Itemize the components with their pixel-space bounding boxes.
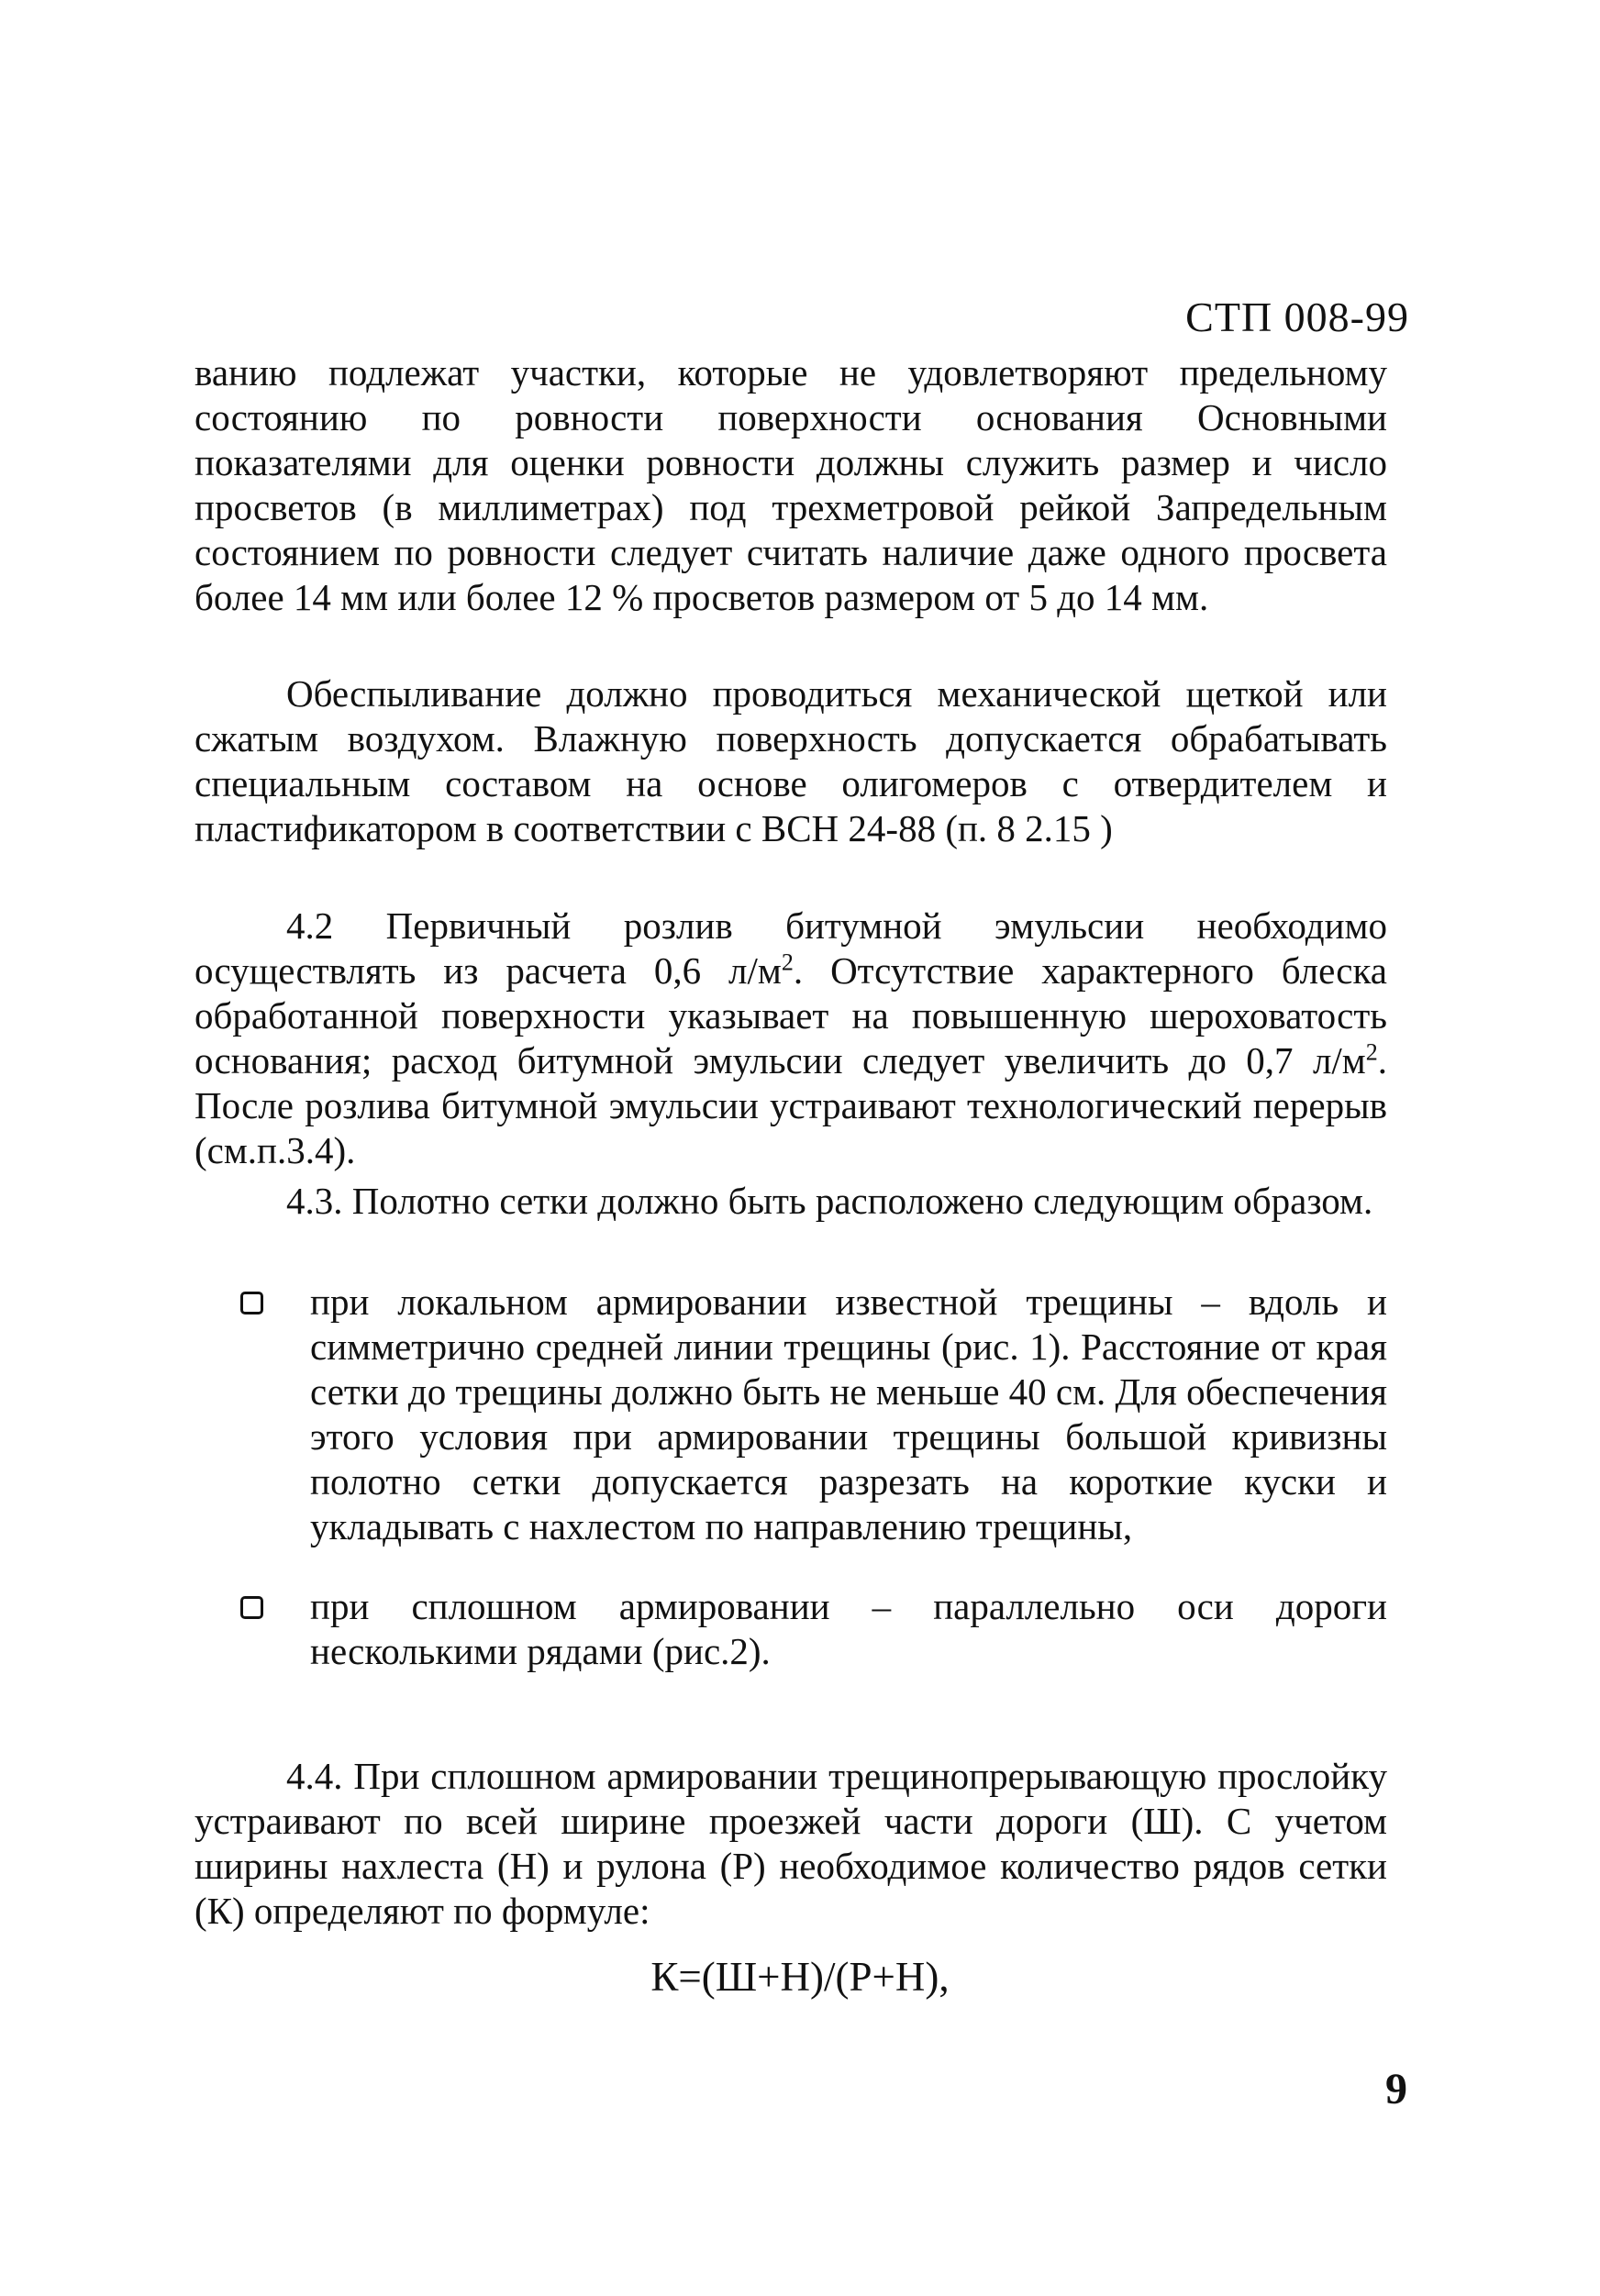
paragraph-evenness-criteria (194, 350, 1387, 620)
paragraph-4-2 (194, 904, 1387, 1173)
list-item (237, 1584, 1387, 1674)
bullet-list (237, 1280, 1387, 1709)
list-item-text: при локальном армировании известной трещины – вдоль и симметрично средней линии трещины (рис. 1). Расстояние от края сетки до трещины должно быть не меньше 40 см. Для обеспечения этого условия при армировании трещины большой кривизны полотно сетки допускается разрезать на короткие куски и укладывать с нахлестом по направлению трещины, (310, 1281, 1388, 1547)
superscript-squared: 2 (781, 948, 794, 976)
paragraph-4-2-part-1: 4.2 Первичный розлив битумной эмульсии необходимо осуществлять из расчета 0,6 л/м (194, 904, 1387, 992)
square-bullet-icon (240, 1596, 263, 1619)
page-number: 9 (1385, 2065, 1407, 2113)
paragraph-4-4 (194, 1754, 1387, 1934)
paragraph-text (194, 904, 1387, 1173)
paragraph-dedusting (194, 671, 1387, 851)
paragraph-text: 4.3. Полотно сетки должно быть расположено следующим образом. (286, 1180, 1373, 1222)
paragraph-4-2-part-2: . Отсутствие характерного блеска обработанной поверхности указывает на повышенную шероховатость основания; расход битумной эмульсии следует увеличить до 0,7 л/м (194, 949, 1387, 1081)
list-item (237, 1280, 1387, 1549)
document-code: СТП 008-99 (1185, 294, 1409, 340)
paragraph-4-2-part-3: . После розлива битумной эмульсии устраивают технологический перерыв (см.п.3.4). (194, 1039, 1387, 1171)
paragraph-text: Обеспыливание должно проводиться механической щеткой или сжатым воздухом. Влажную поверхность допускается обрабатывать специальным составом на основе олигомеров с отвердителем и пластификатором в соответствии с ВСН 24-88 (п. 8 2.15 ) (194, 672, 1387, 849)
paragraph-text: ванию подлежат участки, которые не удовлетворяют предельному состоянию по ровности поверхности основания Основными показателями для оценки ровности должны служить размер и число просветов (в миллиметрах) под трехметровой рейкой Запредельным состоянием по ровности следует считать наличие даже одного просвета более 14 мм или более 12 % просветов размером от 5 до 14 мм. (194, 351, 1387, 618)
paragraph-text: 4.4. При сплошном армировании трещинопрерывающую прослойку устраивают по всей ширине проезжей части дороги (Ш). С учетом ширины нахлеста (Н) и рулона (Р) необходимое количество рядов сетки (К) определяют по формуле: (194, 1755, 1387, 1932)
paragraph-4-3 (194, 1179, 1387, 1224)
list-item-text: при сплошном армировании – параллельно оси дороги несколькими рядами (рис.2). (310, 1585, 1387, 1672)
formula: К=(Ш+Н)/(Р+Н), (650, 1954, 950, 2000)
superscript-squared: 2 (1365, 1038, 1378, 1066)
square-bullet-icon (240, 1292, 263, 1314)
